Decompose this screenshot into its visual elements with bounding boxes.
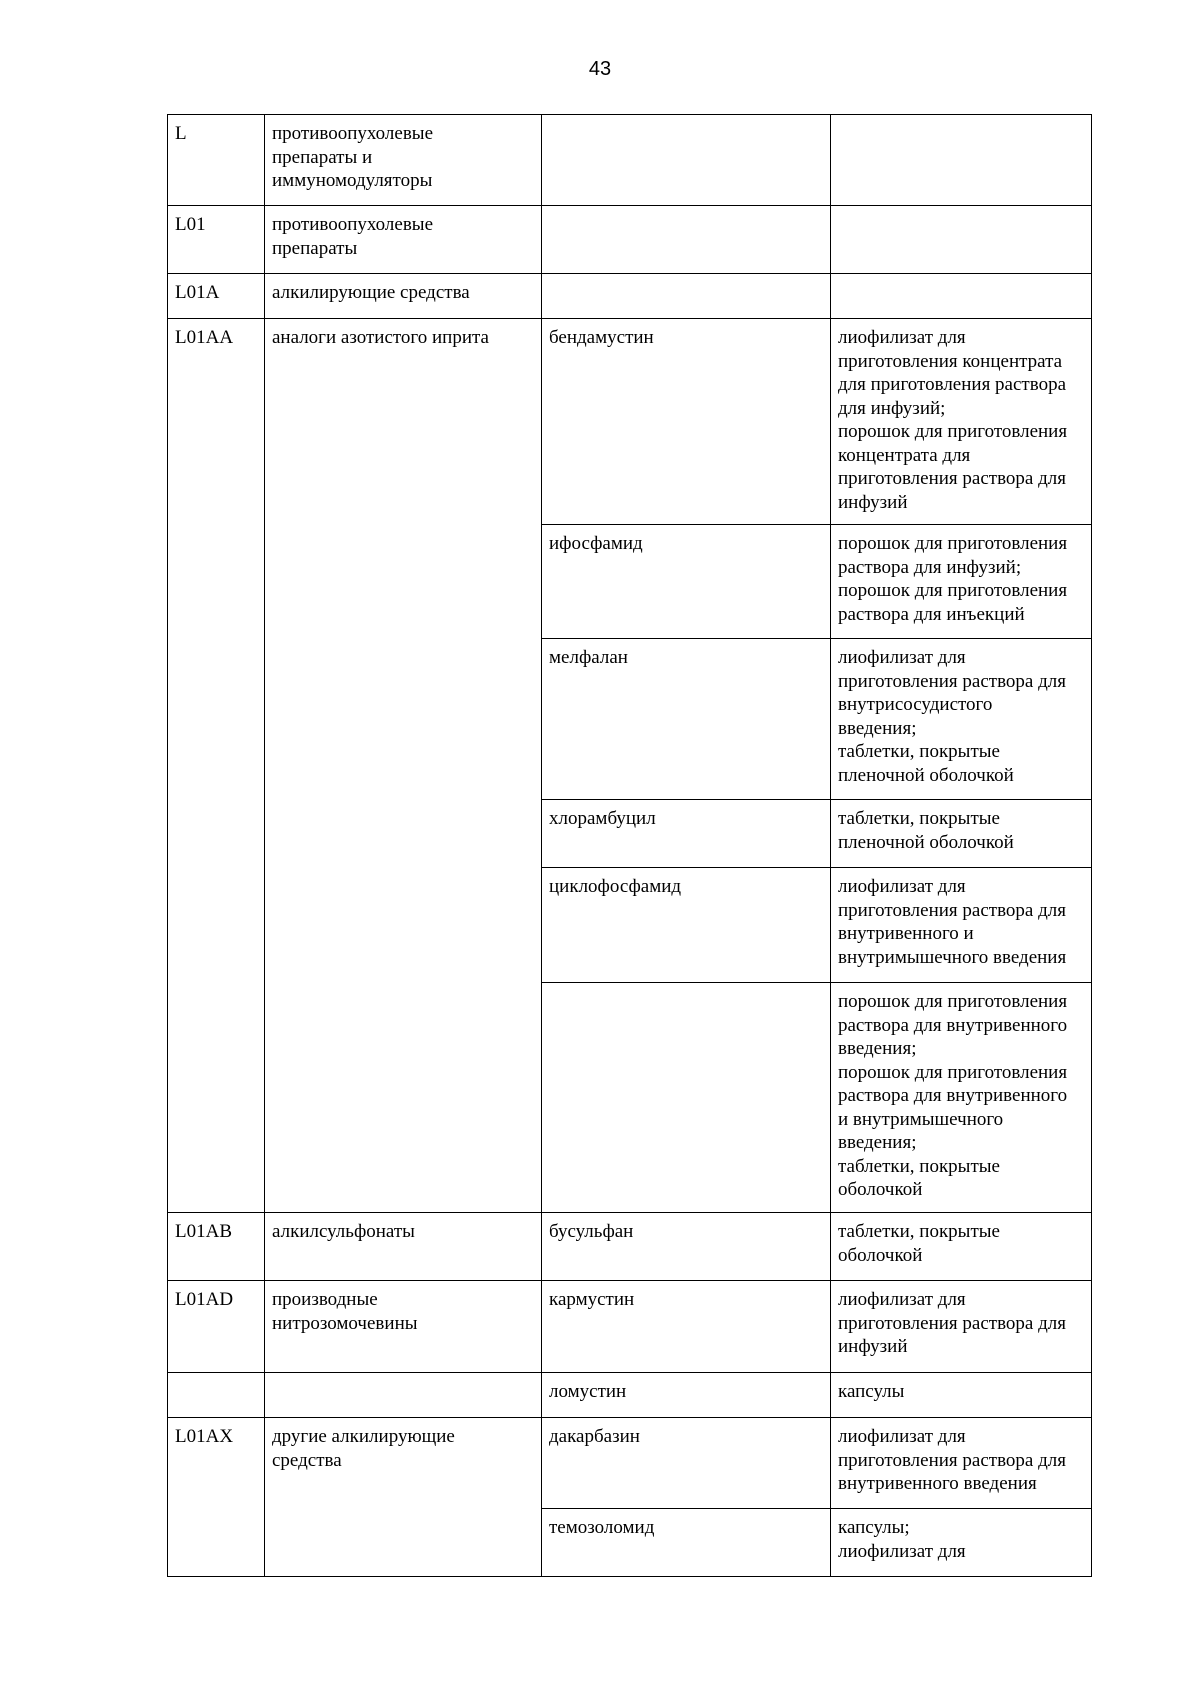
group-cell: производные нитрозомочевины: [265, 1281, 542, 1373]
drug-cell: [542, 115, 831, 206]
drug-cell: дакарбазин: [542, 1418, 831, 1509]
drug-cell: [542, 206, 831, 274]
table-row: [168, 206, 1092, 274]
group-cell: [265, 1373, 542, 1418]
group-cell: аналоги азотистого иприта: [265, 319, 542, 1213]
page-number: 43: [588, 58, 612, 80]
dosage-form-cell: капсулы: [831, 1373, 1092, 1418]
table-row: [168, 1418, 1092, 1509]
atc-code-cell: L01AX: [168, 1418, 265, 1577]
table-row: [168, 1281, 1092, 1373]
drug-cell: циклофосфамид: [542, 868, 831, 983]
dosage-form-cell: порошок для приготовления раствора для внутривенного введения; порошок для приготовления раствора для внутривенного и внутримышечного введения; таблетки, покрытые оболочкой: [831, 983, 1092, 1213]
dosage-form-cell: лиофилизат для приготовления раствора для внутрисосудистого введения; таблетки, покрытые пленочной оболочкой: [831, 639, 1092, 800]
atc-code-cell: L01A: [168, 274, 265, 319]
table-row: [168, 1373, 1092, 1418]
dosage-form-cell: [831, 206, 1092, 274]
table-row: [168, 1213, 1092, 1281]
table-row: [168, 274, 1092, 319]
dosage-form-cell: лиофилизат для приготовления раствора для внутривенного и внутримышечного введения: [831, 868, 1092, 983]
drug-cell: кармустин: [542, 1281, 831, 1373]
dosage-form-cell: [831, 115, 1092, 206]
drug-cell: хлорамбуцил: [542, 800, 831, 868]
atc-code-cell: L01AB: [168, 1213, 265, 1281]
table-row: [168, 115, 1092, 206]
dosage-form-cell: [831, 274, 1092, 319]
atc-code-cell: L01AD: [168, 1281, 265, 1373]
atc-code-cell: L01: [168, 206, 265, 274]
atc-code-cell: L01AA: [168, 319, 265, 1213]
dosage-form-cell: лиофилизат для приготовления концентрата для приготовления раствора для инфузий; порошок для приготовления концентрата для приготовления раствора для инфузий: [831, 319, 1092, 525]
atc-code-cell: L: [168, 115, 265, 206]
group-cell: противоопухолевые препараты и иммуномодуляторы: [265, 115, 542, 206]
dosage-form-cell: таблетки, покрытые пленочной оболочкой: [831, 800, 1092, 868]
dosage-form-cell: лиофилизат для приготовления раствора для инфузий: [831, 1281, 1092, 1373]
table-row: [168, 319, 1092, 525]
group-cell: противоопухолевые препараты: [265, 206, 542, 274]
dosage-form-cell: таблетки, покрытые оболочкой: [831, 1213, 1092, 1281]
drug-cell: [542, 274, 831, 319]
atc-code-cell: [168, 1373, 265, 1418]
drug-cell: ифосфамид: [542, 525, 831, 639]
drug-cell: мелфалан: [542, 639, 831, 800]
group-cell: алкилирующие средства: [265, 274, 542, 319]
drug-cell: ломустин: [542, 1373, 831, 1418]
dosage-form-cell: порошок для приготовления раствора для инфузий; порошок для приготовления раствора для инъекций: [831, 525, 1092, 639]
group-cell: другие алкилирующие средства: [265, 1418, 542, 1577]
drug-cell: бусульфан: [542, 1213, 831, 1281]
group-cell: алкилсульфонаты: [265, 1213, 542, 1281]
dosage-form-cell: лиофилизат для приготовления раствора для внутривенного введения: [831, 1418, 1092, 1509]
drug-cell: [542, 983, 831, 1213]
drug-cell: темозоломид: [542, 1509, 831, 1577]
dosage-form-cell: капсулы; лиофилизат для: [831, 1509, 1092, 1577]
medication-table: [167, 114, 1092, 1577]
drug-cell: бендамустин: [542, 319, 831, 525]
